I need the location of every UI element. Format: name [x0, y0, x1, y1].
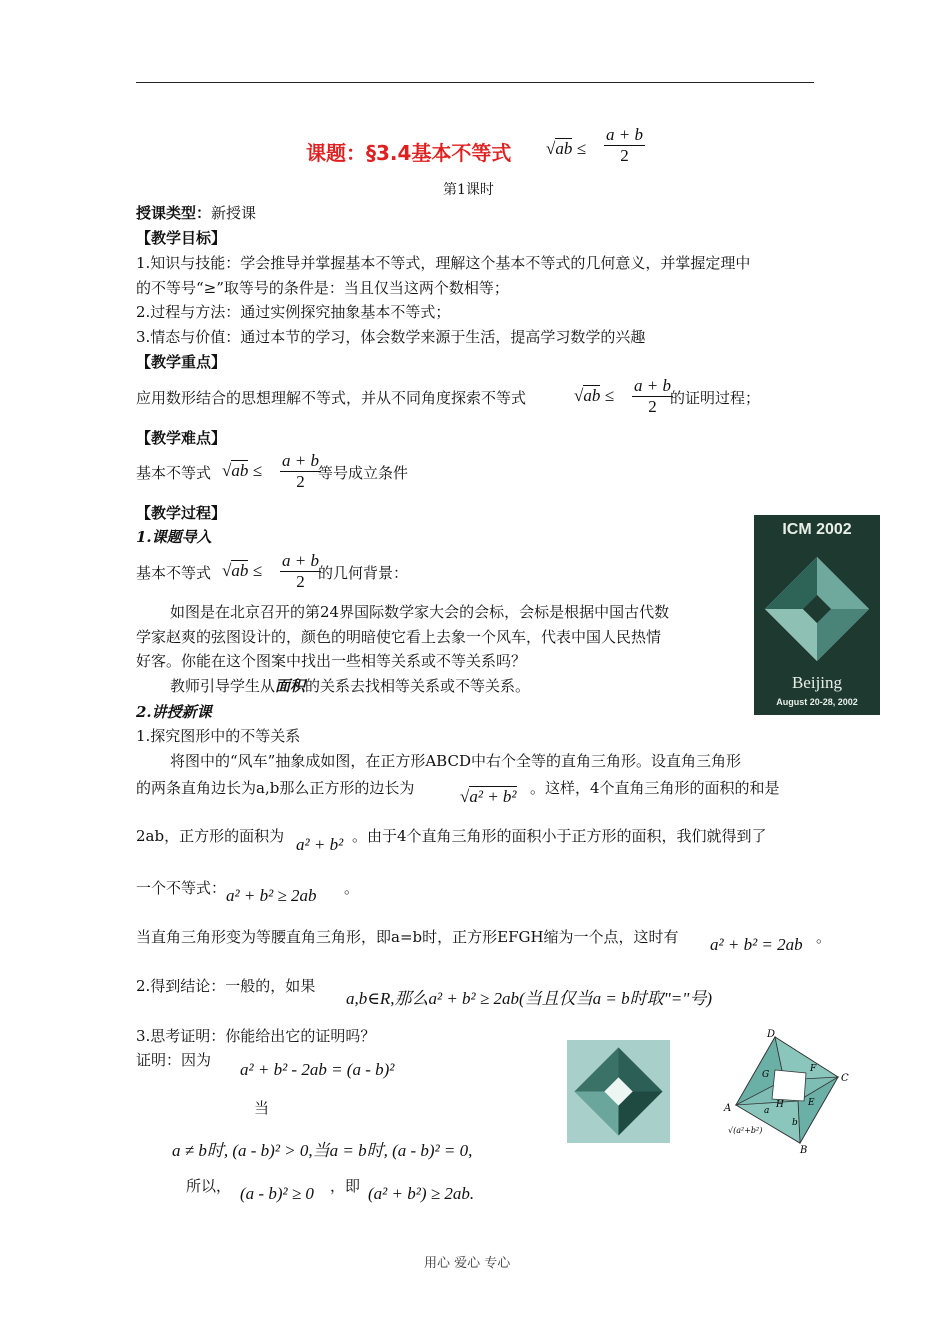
windmill-square-figure	[567, 1040, 670, 1143]
label-side-a: a	[764, 1106, 770, 1116]
background-text-b: 的几何背景：	[318, 564, 409, 582]
difficulty-text-a: 基本不等式	[136, 464, 212, 482]
key-frac-den: 2	[648, 397, 657, 416]
square-area-formula: a² + b²	[296, 835, 344, 854]
proof-identity: a² + b² - 2ab = (a - b)²	[240, 1060, 395, 1079]
intro-line-3: 好客。你能在这个图案中找出一些相等关系或不等关系吗？	[136, 652, 527, 670]
para-7a: 2.得到结论：一般的，如果	[136, 977, 316, 995]
background-frac-num: a + b	[282, 551, 319, 570]
para-4b: 。由于4个直角三角形的面积小于正方形的面积，我们就得到了	[352, 827, 767, 845]
side-length-sqrt: √a² + b²	[460, 787, 517, 806]
intro-line-1: 如图是在北京召开的第24界国际数学家大会的会标，会标是根据中国古代数	[170, 603, 670, 621]
background-frac-den: 2	[296, 572, 305, 591]
section-2-heading: 2.讲授新课	[136, 703, 212, 721]
difficulty-heading: 【教学难点】	[136, 429, 227, 447]
equality-formula: a² + b² = 2ab	[710, 935, 803, 954]
goals-heading: 【教学目标】	[136, 229, 227, 247]
proof-conclusion: (a² + b²) ≥ 2ab.	[368, 1184, 475, 1203]
square-abcd-diagram	[720, 1025, 860, 1155]
para-2: 将图中的“风车”抽象成如图，在正方形ABCD中右个全等的直角三角形。设直角三角形	[170, 752, 741, 770]
label-side-b: b	[792, 1118, 798, 1128]
label-g: G	[762, 1070, 770, 1080]
goal-1b: 的不等号“≥”取等号的条件是：当且仅当这两个数相等；	[136, 279, 509, 297]
difficulty-sqrt: √ab ≤	[222, 461, 262, 480]
difficulty-fraction	[280, 451, 321, 492]
key-sqrt: √ab ≤	[574, 386, 614, 405]
goal-1a: 1.知识与技能：学会推导并掌握基本不等式，理解这个基本不等式的几何意义，并掌握定理中	[136, 254, 751, 272]
label-h: H	[776, 1100, 784, 1110]
background-sqrt-ab: ab	[231, 561, 249, 580]
difficulty-text-b: 等号成立条件	[318, 464, 409, 482]
logo-dates: August 20-28, 2002	[776, 697, 858, 707]
label-e: E	[808, 1098, 815, 1108]
logo-city: Beijing	[791, 673, 843, 692]
title-prefix: 课题：§3.4基本不等式	[306, 141, 512, 165]
para-3a: 的两条直角边长为a,b那么正方形的边长为	[136, 779, 415, 797]
side-length-radicand: a² + b²	[469, 787, 517, 806]
title-sqrt-ab: ab	[555, 139, 573, 158]
proof-cases: a ≠ b时, (a - b)² > 0,当a = b时, (a - b)² = 0,	[172, 1141, 473, 1160]
goal-2: 2.过程与方法：通过实例探究抽象基本不等式；	[136, 303, 451, 321]
key-text-b: 的证明过程；	[670, 389, 761, 407]
title-sqrt: √ab ≤	[546, 139, 586, 158]
windmill-logo-icon	[754, 547, 880, 677]
key-fraction	[632, 376, 673, 417]
process-heading: 【教学过程】	[136, 504, 227, 522]
label-d: D	[767, 1029, 776, 1040]
inequality-formula: a² + b² ≥ 2ab	[226, 886, 317, 905]
key-text-a: 应用数形结合的思想理解不等式，并从不同角度探索不等式	[136, 389, 527, 407]
para-9: 证明：因为	[136, 1051, 212, 1069]
label-f: F	[810, 1064, 817, 1074]
header-rule	[136, 82, 814, 83]
para-6a: 当直角三角形变为等腰直角三角形，即a=b时，正方形EFGH缩为一个点，这时有	[136, 928, 679, 946]
label-c: C	[841, 1073, 849, 1084]
lesson-number: 第1课时	[443, 182, 494, 198]
difficulty-frac-num: a + b	[282, 451, 319, 470]
lesson-type-label: 授课类型：	[136, 204, 212, 222]
intro-line-4	[170, 676, 530, 696]
section-1-heading: 1.课题导入	[136, 528, 212, 546]
lesson-type	[136, 203, 256, 223]
intro-4a: 教师引导学生从	[170, 677, 276, 695]
intro-4c: 的关系去找相等关系或不等关系。	[305, 677, 531, 695]
para-12a: 所以，	[186, 1177, 232, 1195]
page-title	[306, 137, 511, 166]
label-b: B	[800, 1145, 808, 1155]
intro-4b-emphasis: 面积	[275, 677, 306, 695]
key-frac-num: a + b	[634, 376, 671, 395]
background-text-a: 基本不等式	[136, 564, 212, 582]
key-sqrt-ab: ab	[583, 386, 601, 405]
label-a: A	[724, 1103, 732, 1114]
para-8: 3.思考证明：你能给出它的证明吗？	[136, 1027, 376, 1045]
key-heading: 【教学重点】	[136, 353, 227, 371]
para-3b: 。这样，4个直角三角形的面积的和是	[530, 779, 780, 797]
para-5a: 一个不等式：	[136, 879, 227, 897]
intro-line-2: 学家赵爽的弦图设计的，颜色的明暗使它看上去象一个风车，代表中国人民热情	[136, 628, 662, 646]
para-1: 1.探究图形中的不等关系	[136, 727, 301, 745]
lesson-type-value: 新授课	[211, 204, 257, 222]
para-10: 当	[254, 1099, 270, 1117]
para-6b: 。	[816, 928, 832, 946]
para-12b: ，即	[330, 1177, 361, 1195]
difficulty-sqrt-ab: ab	[231, 461, 249, 480]
page-footer: 用心 爱心 专心	[424, 1256, 511, 1271]
logo-title: ICM 2002	[782, 521, 852, 538]
difficulty-frac-den: 2	[296, 472, 305, 491]
background-sqrt: √ab ≤	[222, 561, 262, 580]
icm-logo	[754, 515, 880, 715]
title-frac-den: 2	[620, 146, 629, 165]
para-5b: 。	[344, 879, 360, 897]
para-4a: 2ab，正方形的面积为	[136, 827, 285, 845]
goal-3: 3.情态与价值：通过本节的学习，体会数学来源于生活，提高学习数学的兴趣	[136, 328, 646, 346]
background-fraction	[280, 551, 321, 592]
title-frac-num: a + b	[606, 125, 643, 144]
title-fraction	[604, 125, 645, 166]
proof-square-nonneg: (a - b)² ≥ 0	[240, 1184, 314, 1203]
conclusion-formula: a,b∈R,那么a² + b² ≥ 2ab(当且仅当a = b时取"="号)	[346, 989, 713, 1008]
label-side-length: √(a²+b²)	[728, 1126, 763, 1135]
